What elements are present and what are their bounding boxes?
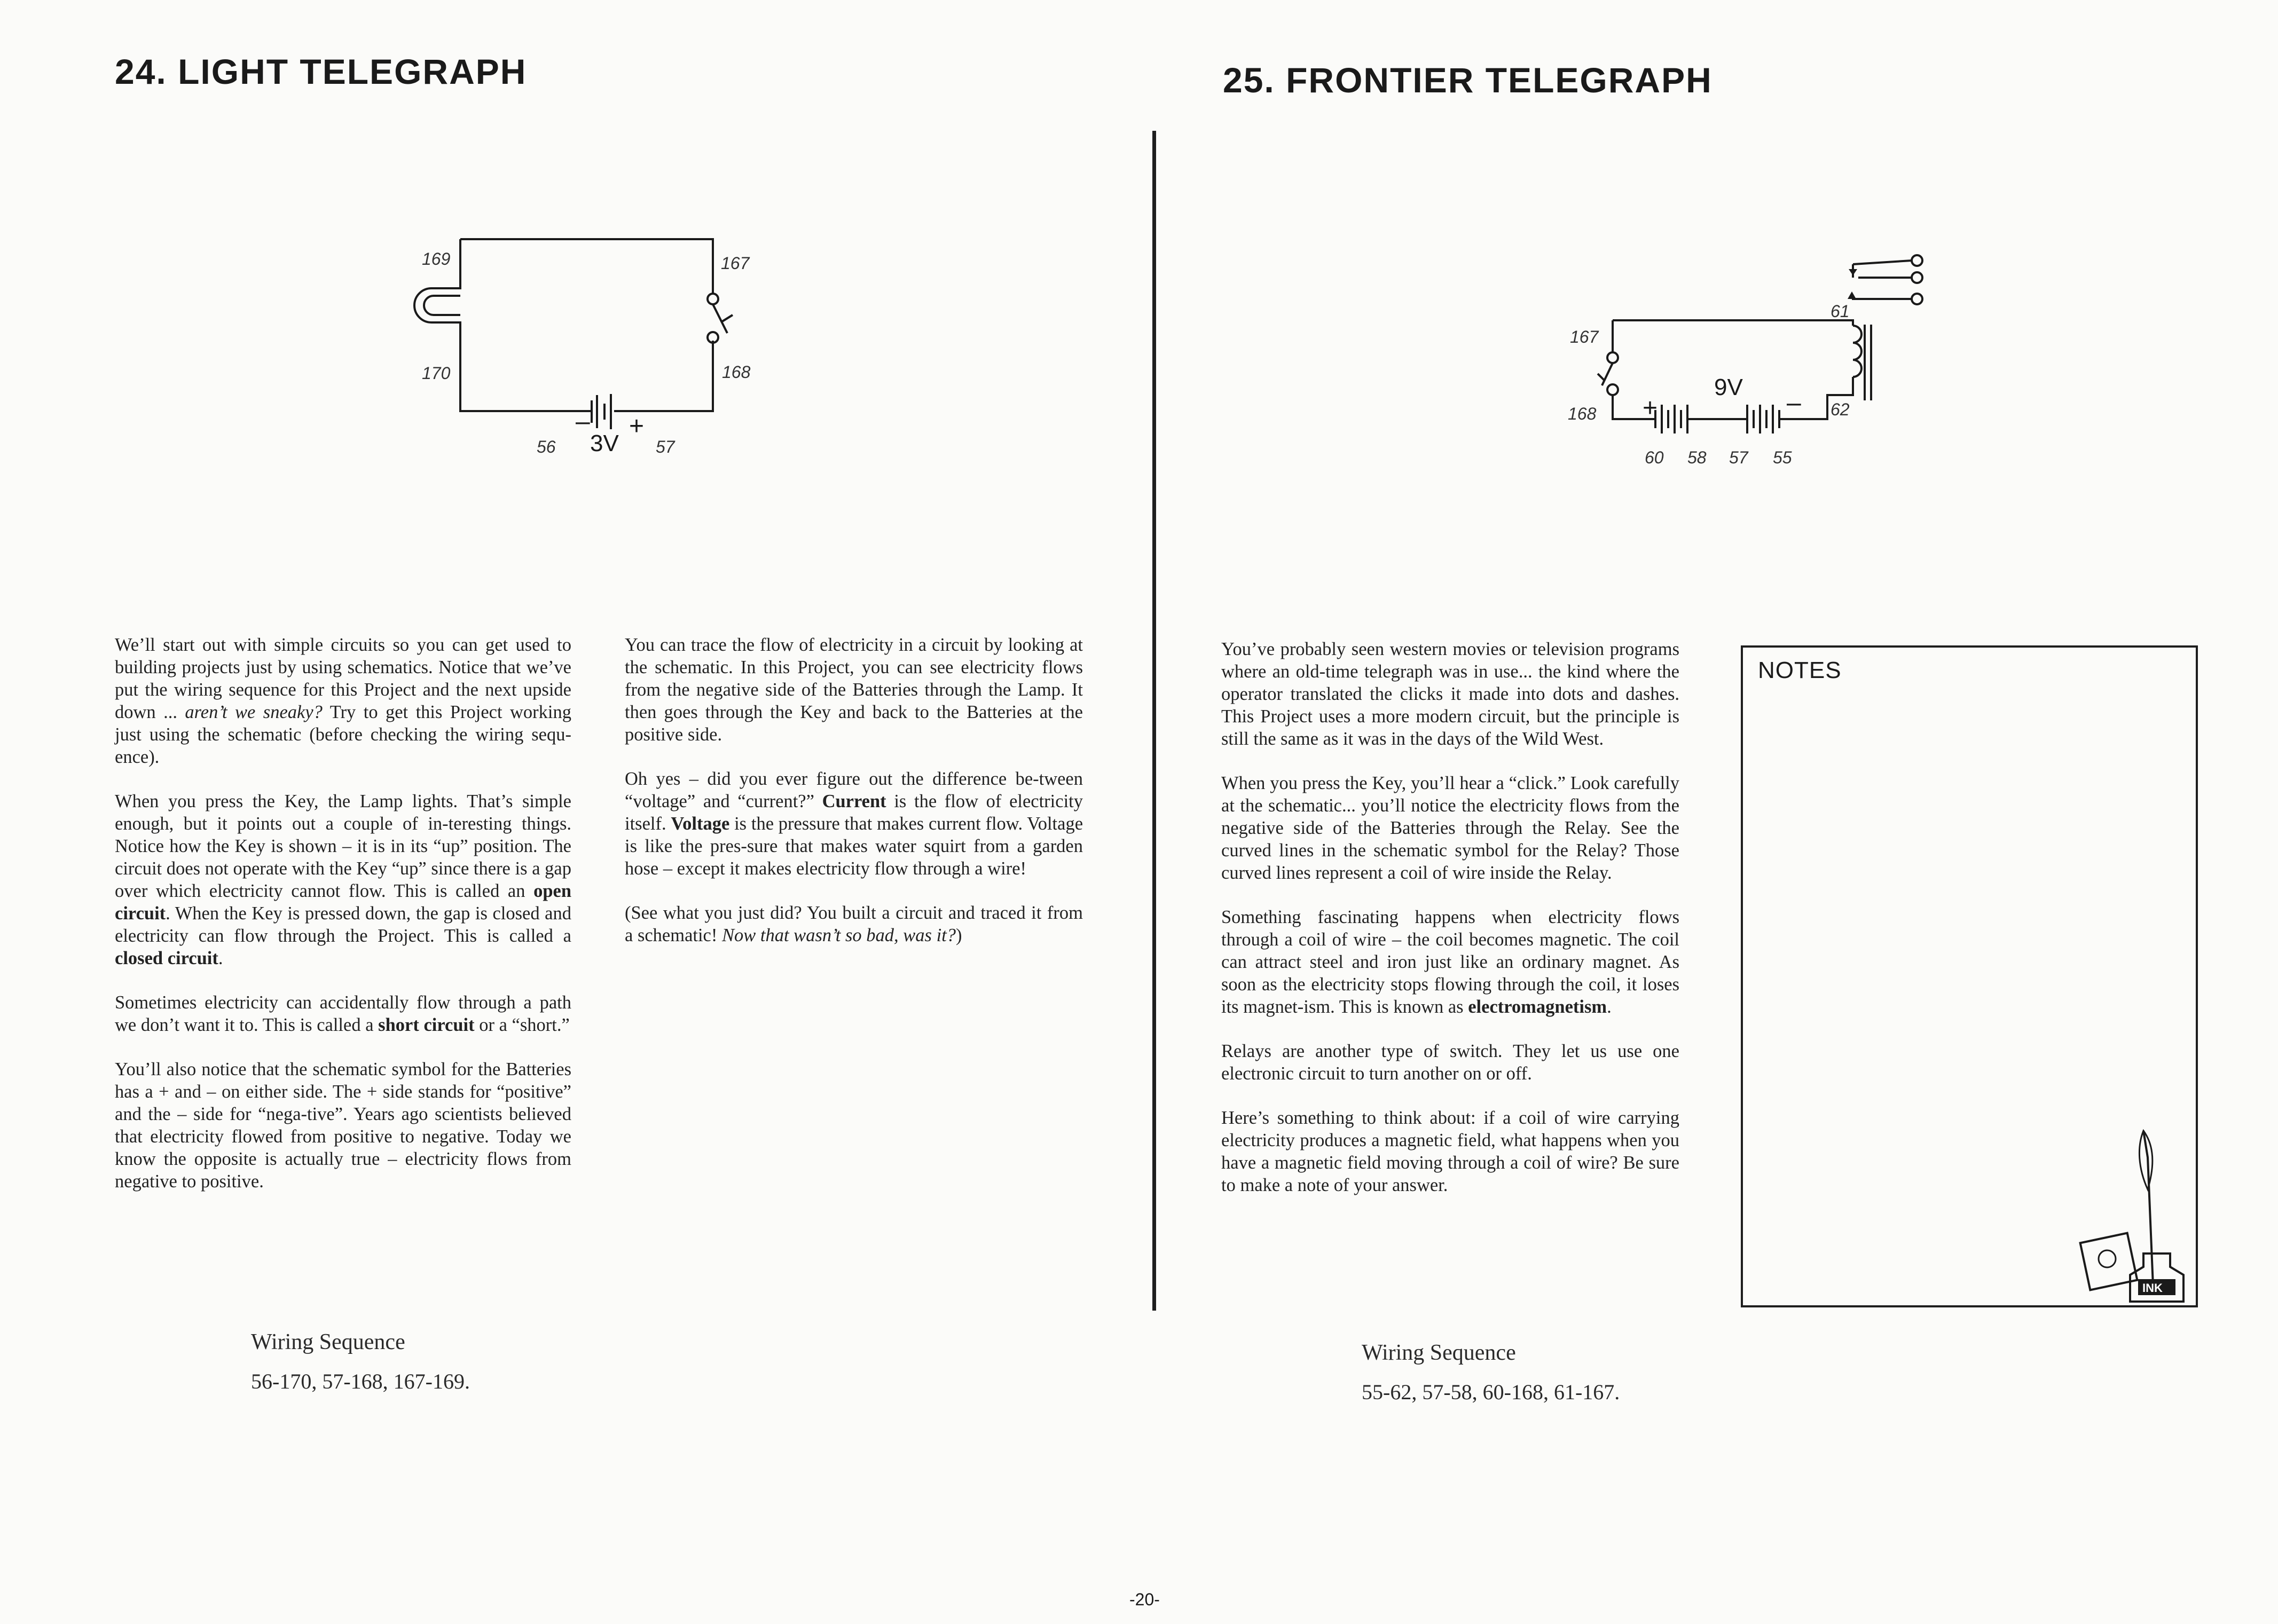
terminal-label-168: 168 [1568, 404, 1597, 423]
wire-left [460, 239, 592, 411]
terminal-label-58: 58 [1687, 448, 1707, 467]
wiring-sequence-value: 55-62, 57-58, 60-168, 61-167. [1362, 1380, 1620, 1404]
text-column-3 [1221, 638, 1679, 1218]
relay-coil-icon [1853, 325, 1871, 400]
paragraph: Sometimes electricity can accidentally flow through a path we don’t want it to. This is called a short circuit or a “short.” [115, 992, 571, 1035]
lamp-icon [414, 288, 460, 322]
paragraph: Something fascinating happens when electricity flows through a coil of wire – the coil becomes magnetic. The coil can attract steel and iron just like an ordinary magnet. As soon as the electricity stops flowing through the coil, it loses its magnet-ism. This is known as electromagnetism. [1221, 907, 1679, 1017]
paragraph: When you press the Key, the Lamp lights. That’s simple enough, but it points out a couple of in-teresting things. Notice how the Key is shown – it is in its “up” position. The circuit does not operate with the Key “up” since there is a gap over which electricity cannot flow. This is called an open circuit. When the Key is pressed down, the gap is closed and electricity can flow through the Project. This is called a closed circuit. [115, 791, 571, 968]
wire-top [460, 239, 713, 294]
paragraph: Relays are another type of switch. They let us use one electronic circuit to turn another on or off. [1221, 1041, 1679, 1084]
wiring-sequence-title: Wiring Sequence [1362, 1341, 1516, 1365]
terminal-label-168: 168 [722, 362, 751, 382]
battery-icon [1655, 405, 1687, 433]
wiring-sequence-title: Wiring Sequence [251, 1330, 405, 1354]
notes-label: NOTES [1758, 657, 1842, 683]
terminal-label-169: 169 [422, 249, 451, 269]
battery-icon [1747, 405, 1779, 433]
wire-top [1613, 320, 1853, 352]
terminal-label-55: 55 [1773, 448, 1792, 467]
text-column-2 [625, 634, 1083, 968]
paragraph: (See what you just did? You built a circuit and traced it from a schematic! Now that wasn’t so bad, was it?) [625, 903, 1083, 945]
paragraph: You can trace the flow of electricity in a circuit by looking at the schematic. In this Project, you can see electricity flows from the negative side of the Batteries through the Lamp. It then goes through the Key and back to the Batteries at the positive side. [625, 635, 1083, 745]
ink-bottle-quill-icon [2063, 1125, 2197, 1307]
schematic-light-telegraph [374, 214, 780, 470]
relay-contacts-icon [1848, 255, 1922, 304]
text-column-1 [115, 634, 571, 1215]
battery-plus-sign: + [629, 412, 645, 440]
paragraph: You’ve probably seen western movies or television programs where an old-time telegraph was in use... the kind where the operator translated the clicks it made into dots and dashes. This Project uses a more modern circuit, but the principle is still the same as it was in the days of the Wild West. [1221, 639, 1679, 749]
terminal-label-167: 167 [721, 254, 750, 273]
notes-box [1741, 645, 2198, 1307]
paragraph: Oh yes – did you ever figure out the difference be-tween “voltage” and “current?” Current is the flow of electricity itself. Voltage is the pressure that makes current flow. Voltage is like the pres-sure that makes water squirt from a garden hose – except it makes electricity flow through a wire! [625, 769, 1083, 879]
wiring-sequence-value: 56-170, 57-168, 167-169. [251, 1369, 470, 1393]
ink-label: INK [2142, 1281, 2163, 1295]
battery-icon [592, 394, 611, 429]
paragraph: Here’s something to think about: if a coil of wire carrying electricity produces a magnetic field, what happens when you have a magnetic field moving through a coil of wire? Be sure to make a note of your answer. [1221, 1108, 1679, 1195]
terminal-label-57: 57 [1729, 448, 1748, 467]
page-title-left: 24. LIGHT TELEGRAPH [115, 52, 527, 91]
paragraph: We’ll start out with simple circuits so you can get used to building projects just by using schematics. Notice that we’ve put the wiring sequence for this Project and the next upside down ... aren’t we sneaky? Try to get this Project working just using the schematic (before checking the wiring sequ-ence). [115, 635, 571, 767]
battery-minus-sign: – [576, 407, 590, 436]
paragraph: When you press the Key, you’ll hear a “click.” Look carefully at the schematic... you’ll notice the electricity flows from the negative side of the Batteries through the Relay. See the curved lines in the schematic symbol for the Relay? Those curved lines represent a coil of wire inside the Relay. [1221, 773, 1679, 883]
terminal-label-60: 60 [1645, 448, 1664, 467]
battery-plus-sign: + [1643, 394, 1658, 422]
page-divider [1152, 131, 1156, 1311]
page-title-right: 25. FRONTIER TELEGRAPH [1223, 60, 1713, 100]
terminal-label-56: 56 [537, 437, 556, 456]
key-switch-icon [708, 294, 733, 343]
paragraph: You’ll also notice that the schematic symbol for the Batteries has a + and – on either side. The + side stands for “positive” and the – side for “nega-tive”. Years ago scientists believed that electricity flowed from positive to negative. Today we know the opposite is actually true – electricity flows from negative to positive. [115, 1059, 571, 1192]
terminal-label-167: 167 [1570, 327, 1599, 346]
wire-right [614, 341, 713, 411]
battery-voltage-label: 9V [1714, 374, 1743, 400]
key-switch-icon [1598, 352, 1618, 395]
terminal-label-61: 61 [1831, 302, 1850, 321]
battery-voltage-label: 3V [590, 430, 619, 456]
schematic-frontier-telegraph [1549, 246, 1965, 480]
terminal-label-62: 62 [1831, 400, 1850, 419]
page-number: -20- [1129, 1590, 1160, 1609]
terminal-label-57: 57 [656, 437, 675, 456]
wiring-sequence-right [1362, 1340, 1620, 1405]
battery-minus-sign: – [1787, 389, 1801, 417]
terminal-label-170: 170 [422, 364, 451, 383]
wiring-sequence-left [251, 1329, 470, 1394]
